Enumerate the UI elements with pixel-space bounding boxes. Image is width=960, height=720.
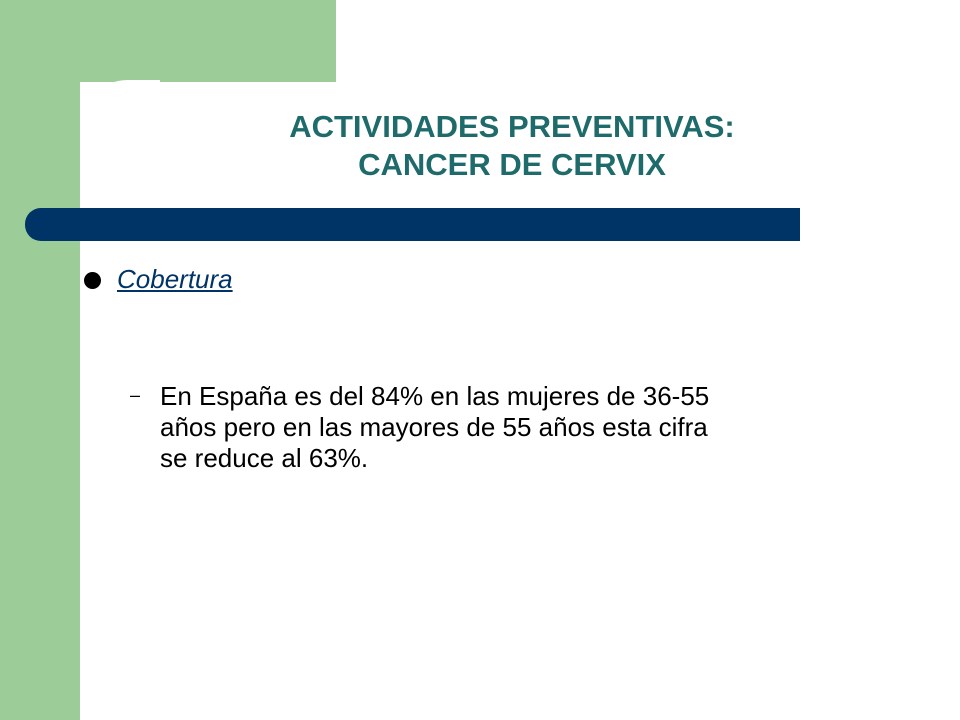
sub-bullet-line-1: En España es del 84% en las mujeres de 36-55 (160, 381, 710, 411)
title-underline-bar (25, 208, 800, 241)
sub-bullet-text (160, 381, 860, 474)
sub-bullet-dash: – (130, 385, 141, 405)
sub-bullet-line-2: años pero en las mayores de 55 años esta cifra (160, 412, 708, 442)
green-top-band (0, 0, 336, 82)
title-line-2: CANCER DE CERVIX (358, 147, 666, 182)
title-line-1: ACTIVIDADES PREVENTIVAS: (289, 109, 735, 144)
bullet-dot-icon (84, 272, 101, 289)
slide-title (112, 108, 912, 184)
bullet-link-cobertura[interactable]: Cobertura (117, 264, 233, 294)
green-side-band (0, 0, 80, 720)
sub-bullet-line-3: se reduce al 63%. (160, 443, 369, 473)
